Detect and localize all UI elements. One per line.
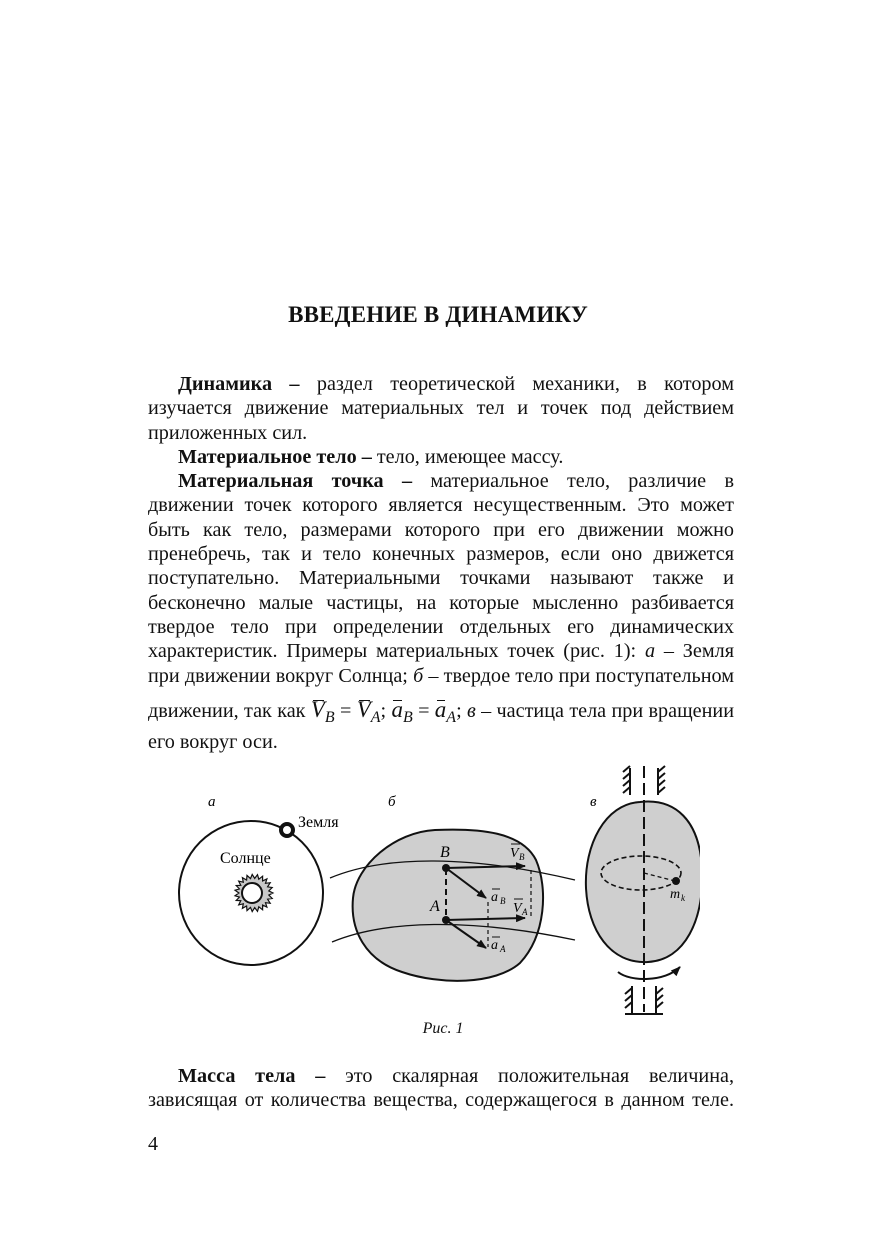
- point-a-dot: [442, 916, 450, 924]
- svg-text:A: A: [500, 944, 506, 954]
- page-number: 4: [148, 1133, 158, 1155]
- formula-aa: $a_A$: [434, 696, 457, 726]
- formula-eq-1: =: [334, 699, 357, 722]
- ref-v: в: [467, 699, 476, 722]
- label-v: в: [590, 794, 597, 810]
- page-title: ВВЕДЕНИЕ В ДИНАМИКУ: [288, 302, 588, 327]
- rotation-arrow: [618, 967, 680, 979]
- definition-material-body: тело, имеющее массу.: [371, 445, 564, 468]
- term-material-body: Материальное тело –: [178, 445, 372, 468]
- svg-text:V: V: [513, 901, 522, 916]
- ref-v-text: – частица тела при вращении его вокруг оси.: [148, 699, 734, 754]
- ref-a-text: – Земля при движении вокруг Солнца;: [148, 640, 734, 687]
- paragraph-material-point: [148, 469, 734, 688]
- body-text-2: [148, 1064, 734, 1113]
- svg-text:k: k: [681, 893, 685, 903]
- svg-text:A: A: [522, 907, 528, 917]
- earth-icon: [281, 824, 293, 836]
- rotating-body-v: [586, 802, 700, 963]
- ref-b: б: [413, 664, 424, 687]
- label-a: а: [208, 794, 216, 810]
- definition-mass: это скалярная положительная величина, зависящая от количества вещества, содержащегося в данном теле.: [148, 1065, 734, 1112]
- point-a-label: A: [430, 898, 440, 915]
- term-dynamics: Динамика –: [178, 373, 300, 395]
- figure-1-svg: [170, 760, 700, 1022]
- svg-text:a: a: [491, 938, 498, 953]
- figure-1: [170, 760, 700, 1022]
- paragraph-mass: [148, 1064, 734, 1113]
- svg-text:V: V: [510, 846, 519, 861]
- svg-text:B: B: [519, 852, 525, 862]
- point-b-dot: [442, 864, 450, 872]
- sun-label: Солнце: [220, 850, 271, 867]
- svg-text:m: m: [670, 887, 681, 902]
- earth-label: Земля: [298, 814, 339, 831]
- ref-b-text: – твердое тело при поступательном: [423, 664, 734, 687]
- paragraph-dynamics: [148, 372, 734, 445]
- formula-eq-2: =: [412, 699, 435, 722]
- paragraph-material-body: [148, 445, 734, 469]
- svg-text:a: a: [491, 890, 498, 905]
- svg-text:B: B: [500, 896, 506, 906]
- figure-caption: Рис. 1: [422, 1020, 464, 1037]
- paragraph-formula: [148, 698, 734, 755]
- term-mass: Масса тела –: [178, 1065, 326, 1087]
- ref-a: а: [644, 640, 656, 663]
- formula-line-start: движении, так как: [148, 699, 311, 722]
- sun-core: [242, 883, 262, 903]
- term-material-point: Материальная точка –: [178, 470, 413, 493]
- formula-ab: $a_B$: [391, 696, 413, 726]
- particle-dot: [672, 877, 680, 885]
- formula-va: $V_A$: [356, 696, 381, 726]
- formula-vb: $V_B$: [310, 696, 335, 726]
- point-b-label: B: [440, 844, 450, 861]
- formula-sep-1: ;: [380, 699, 392, 722]
- definition-material-point: материальное тело, различие в движении точек которого является несущественным. Это может быть как тело, размерами которого при его движении можно пренебречь, так и тело конечных размеров, если оно движется поступательно. Материальными точками называют также и бесконечно малые частицы, на которые мысленно разбивается твердое тело при определении отдельных его динамических характеристик. Примеры материальных точек (рис. 1):: [148, 470, 734, 663]
- label-b: б: [388, 794, 396, 810]
- formula-sep-2: ;: [456, 699, 468, 722]
- body-text: [148, 372, 734, 754]
- definition-dynamics: раздел теоретической механики, в котором изучается движение материальных тел и точек под действием приложенных сил.: [148, 373, 734, 444]
